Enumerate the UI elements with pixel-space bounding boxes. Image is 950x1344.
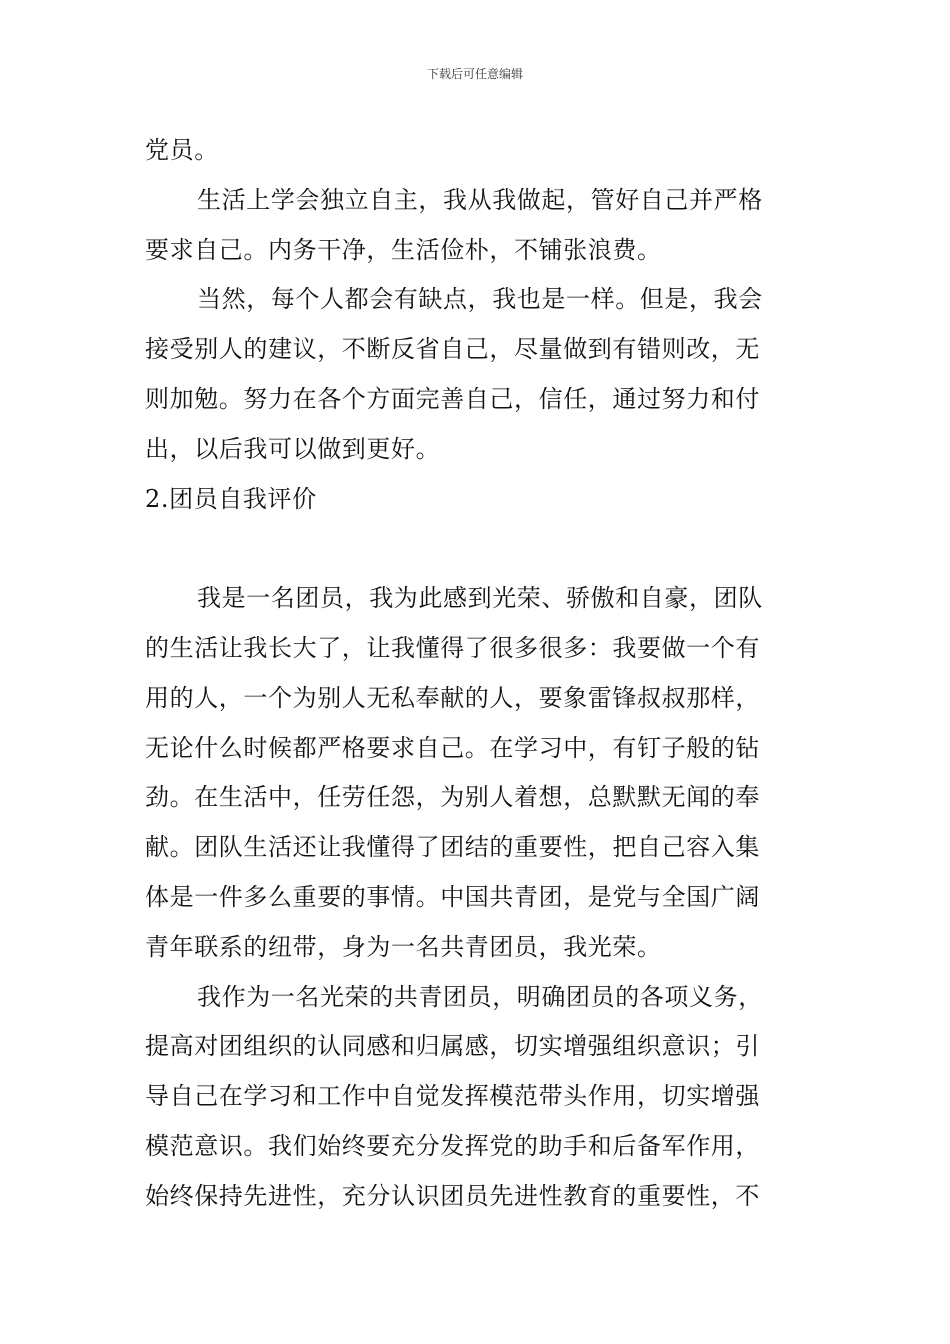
text-line: 青年联系的纽带，身为一名共青团员，我光荣。 xyxy=(145,932,662,961)
text-line: 接受别人的建议，不断反省自己，尽量做到有错则改，无 xyxy=(145,335,760,364)
text-line: 始终保持先进性，充分认识团员先进性教育的重要性，不 xyxy=(145,1181,760,1210)
document-body xyxy=(145,126,813,1222)
text-line: 用的人，一个为别人无私奉献的人，要象雷锋叔叔那样， xyxy=(145,683,760,712)
paragraph-first-line: 我作为一名光荣的共青团员，明确团员的各项义务， xyxy=(197,982,763,1011)
section-heading: 2.团员自我评价 xyxy=(145,484,317,513)
text-line: 献。团队生活还让我懂得了团结的重要性，把自己容入集 xyxy=(145,833,760,862)
text-line: 导自己在学习和工作中自觉发挥模范带头作用，切实增强 xyxy=(145,1082,760,1111)
paragraph-first-line: 生活上学会独立自主，我从我做起，管好自己并严格 xyxy=(197,185,763,214)
text-line: 提高对团组织的认同感和归属感，切实增强组织意识；引 xyxy=(145,1032,760,1061)
text-line: 要求自己。内务干净，生活俭朴，不铺张浪费。 xyxy=(145,235,662,264)
text-line: 党员。 xyxy=(145,136,219,164)
blank-line xyxy=(145,524,813,574)
text-line: 出，以后我可以做到更好。 xyxy=(145,434,441,463)
page-header: 下载后可任意编辑 xyxy=(426,67,523,81)
text-line: 模范意识。我们始终要充分发挥党的助手和后备军作用， xyxy=(145,1131,760,1160)
text-line: 体是一件多么重要的事情。中国共青团，是党与全国广阔 xyxy=(145,882,760,911)
text-line: 则加勉。努力在各个方面完善自己，信任，通过努力和付 xyxy=(145,384,760,413)
text-line: 劲。在生活中，任劳任怨，为别人着想，总默默无闻的奉 xyxy=(145,783,760,812)
paragraph-first-line: 当然，每个人都会有缺点，我也是一样。但是，我会 xyxy=(197,285,763,314)
text-line: 的生活让我长大了，让我懂得了很多很多：我要做一个有 xyxy=(145,633,760,662)
paragraph-first-line: 我是一名团员，我为此感到光荣、骄傲和自豪，团队 xyxy=(197,584,763,613)
text-line: 无论什么时候都严格要求自己。在学习中，有钉子般的钻 xyxy=(145,733,760,762)
